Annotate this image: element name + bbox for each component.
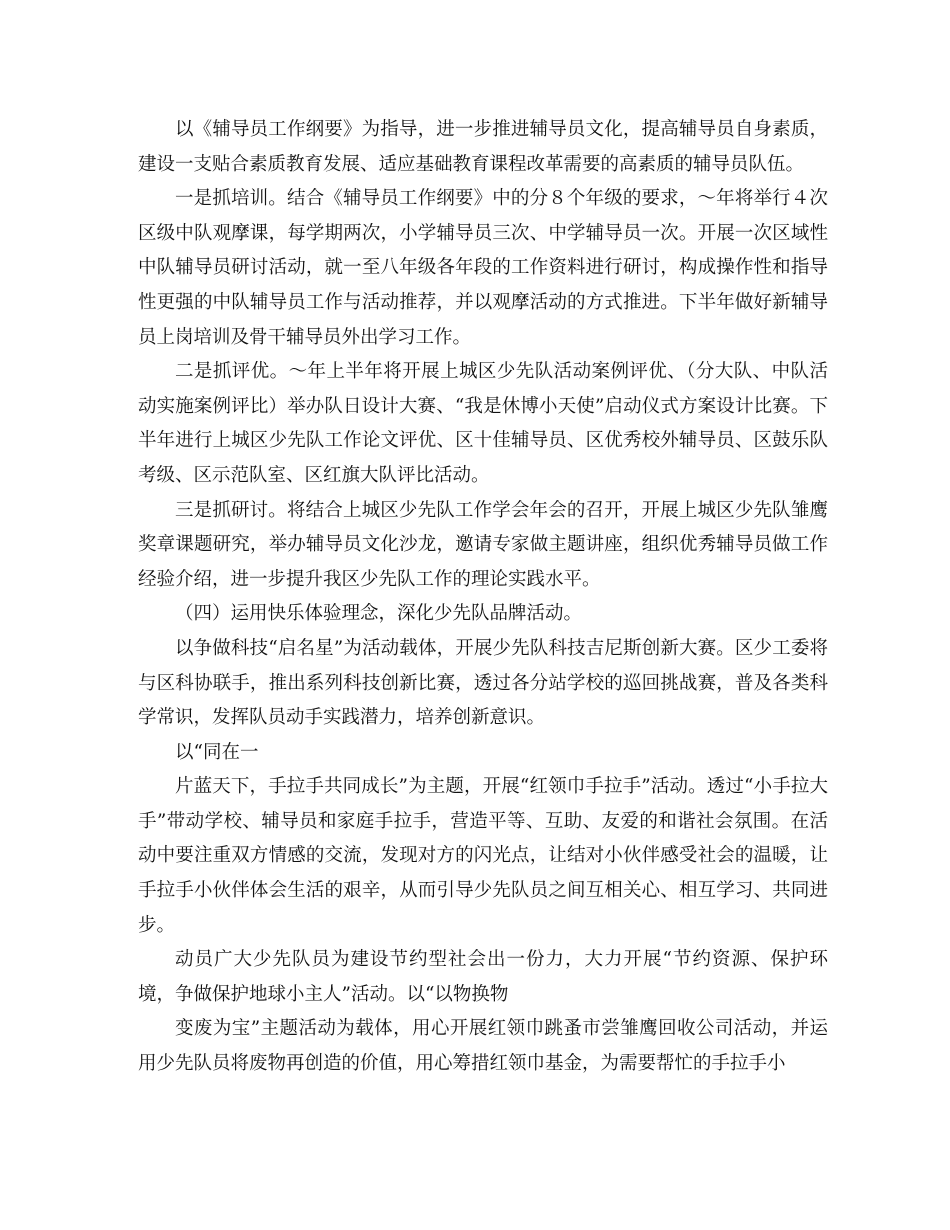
document-body — [138, 113, 828, 1082]
paragraph-hand-in-hand: 片蓝天下，手拉手共同成长”为主题，开展“红领巾手拉手”活动。透过“小手拉大手”带动学校、辅导员和家庭手拉手，营造平等、互助、友爱的和谐社会氛围。在活动中要注重双方情感的交流，发现对方的闪光点，让结对小伙伴感受社会的温暖，让手拉手小伙伴体会生活的艰辛，从而引导少先队员之间互相关心、相互学习、共同进步。 — [138, 776, 828, 936]
paragraph-guidance: 以《辅导员工作纲要》为指导，进一步推进辅导员文化，提高辅导员自身素质，建设一支贴合素质教育发展、适应基础教育课程改革需要的高素质的辅导员队伍。 — [138, 119, 828, 175]
paragraph-evaluation: 二是抓评优。～年上半年将开展上城区少先队活动案例评优、（分大队、中队活动实施案例评比）举办队日设计大赛、“我是休博小天使”启动仪式方案设计比赛。下半年进行上城区少先队工作论文评优、区十佳辅导员、区优秀校外辅导员、区鼓乐队考级、区示范队室、区红旗大队评比活动。 — [138, 361, 828, 486]
paragraph-training: 一是抓培训。结合《辅导员工作纲要》中的分８个年级的要求，～年将举行４次区级中队观摩课，每学期两次，小学辅导员三次、中学辅导员一次。开展一次区域性中队辅导员研讨活动，就一至八年级各年段的工作资料进行研讨，构成操作性和指导性更强的中队辅导员工作与活动推荐，并以观摩活动的方式推进。下半年做好新辅导员上岗培训及骨干辅导员外出学习工作。 — [138, 188, 828, 348]
paragraph-conservation: 动员广大少先队员为建设节约型社会出一份力，大力开展“节约资源、保护环境，争做保护地球小主人”活动。以“以物换物 — [138, 949, 828, 1005]
paragraph-recycling: 变废为宝”主题活动为载体，用心开展红领巾跳蚤市尝雏鹰回收公司活动，并运用少先队员将废物再创造的价值，用心筹措红领巾基金，为需要帮忙的手拉手小 — [138, 1018, 828, 1075]
paragraph-research: 三是抓研讨。将结合上城区少先队工作学会年会的召开，开展上城区少先队雏鹰奖章课题研究，举办辅导员文化沙龙，邀请专家做主题讲座，组织优秀辅导员做工作经验介绍，进一步提升我区少先队工作的理论实践水平。 — [138, 499, 828, 590]
paragraph-same-sky-fragment: 以“同在一 — [175, 741, 259, 763]
section-heading-four: （四）运用快乐体验理念，深化少先队品牌活动。 — [175, 603, 583, 625]
paragraph-science: 以争做科技“启名星”为活动载体，开展少先队科技吉尼斯创新大赛。区少工委将与区科协联手，推出系列科技创新比赛，透过各分站学校的巡回挑战赛，普及各类科学常识，发挥队员动手实践潜力，培养创新意识。 — [138, 637, 828, 729]
